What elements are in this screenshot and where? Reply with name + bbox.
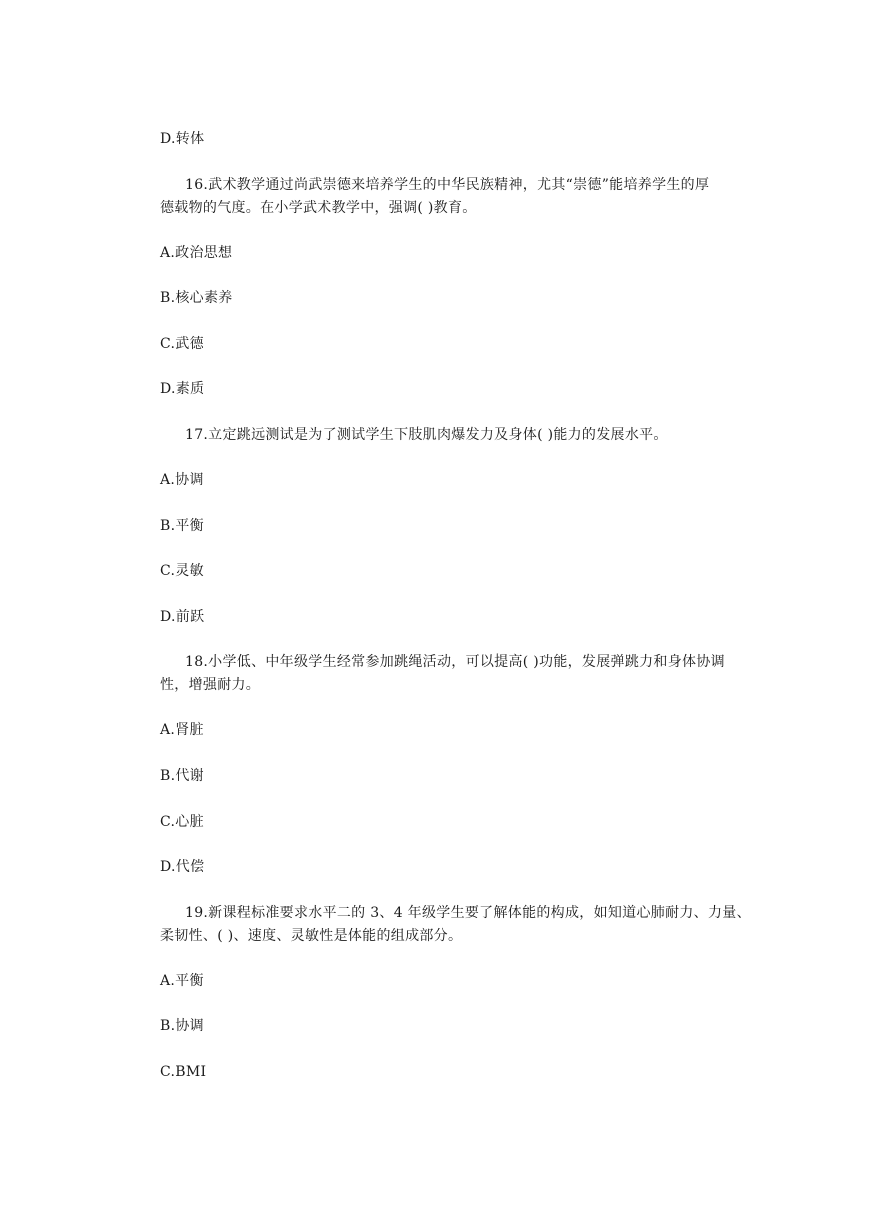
q17-option-d: D.前跃 bbox=[160, 609, 205, 625]
q16-stem-line1: 16.武术教学通过尚武崇德来培养学生的中华民族精神，尤其“崇德”能培养学生的厚 bbox=[185, 177, 710, 193]
q15-option-d: D.转体 bbox=[160, 131, 205, 147]
q19-option-b: B.协调 bbox=[160, 1018, 204, 1034]
q16-option-c: C.武德 bbox=[160, 336, 204, 352]
q16-option-a: A.政治思想 bbox=[160, 245, 233, 261]
q19-stem-line2: 柔韧性、( )、速度、灵敏性是体能的组成部分。 bbox=[160, 928, 463, 944]
q18-stem-line2: 性，增强耐力。 bbox=[160, 677, 261, 693]
q19-option-a: A.平衡 bbox=[160, 973, 204, 989]
q18-stem-line1: 18.小学低、中年级学生经常参加跳绳活动，可以提高( )功能，发展弹跳力和身体协调 bbox=[185, 654, 725, 670]
q19-option-c: C.BMI bbox=[160, 1064, 207, 1080]
q17-option-a: A.协调 bbox=[160, 472, 204, 488]
q17-option-c: C.灵敏 bbox=[160, 563, 204, 579]
q16-option-d: D.素质 bbox=[160, 381, 205, 397]
q18-option-b: B.代谢 bbox=[160, 768, 204, 784]
q16-option-b: B.核心素养 bbox=[160, 290, 233, 306]
q17-stem-line1: 17.立定跳远测试是为了测试学生下肢肌肉爆发力及身体( )能力的发展水平。 bbox=[185, 427, 668, 443]
q18-option-a: A.肾脏 bbox=[160, 722, 204, 738]
q19-stem-line1: 19.新课程标准要求水平二的 3、4 年级学生要了解体能的构成，如知道心肺耐力、力量、 bbox=[185, 905, 751, 921]
q18-option-d: D.代偿 bbox=[160, 859, 205, 875]
q18-option-c: C.心脏 bbox=[160, 814, 204, 830]
q17-option-b: B.平衡 bbox=[160, 518, 204, 534]
q16-stem-line2: 德载物的气度。在小学武术教学中，强调( )教育。 bbox=[160, 200, 477, 216]
